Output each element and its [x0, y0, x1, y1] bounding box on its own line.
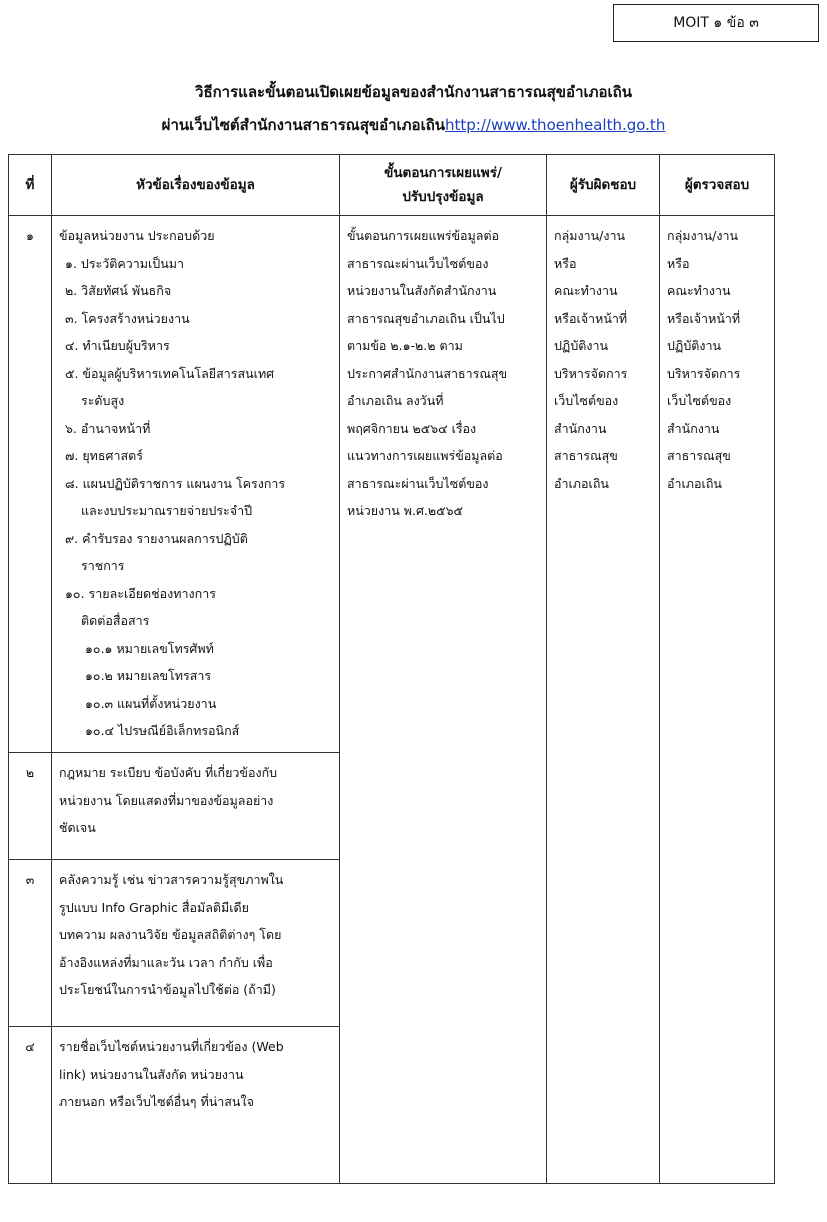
reviewer-line: อำเภอเถิน [667, 475, 722, 491]
row-topic [52, 753, 340, 860]
reviewer-line: บริหารจัดการ [667, 365, 741, 381]
responsible-line: สาธารณสุข [554, 448, 618, 463]
topic-line: บทความ ผลงานวิจัย ข้อมูลสถิติต่างๆ โดย [59, 927, 282, 942]
process-line: ตามข้อ ๒.๑-๒.๒ ตาม [347, 338, 463, 353]
topic-line: ๓. โครงสร้างหน่วยงาน [65, 310, 190, 326]
process-line: สาธารณสุขอำเภอเถิน เป็นไป [347, 310, 505, 326]
topic-line: ๑๐.๔ ไปรษณีย์อิเล็กทรอนิกส์ [85, 723, 240, 738]
topic-line: ๑๐.๒ หมายเลขโทรสาร [85, 668, 212, 683]
document-code-badge: MOIT ๑ ข้อ ๓ [613, 4, 819, 42]
process-line: หน่วยงานในสังกัดสำนักงาน [347, 283, 497, 298]
row-topic [52, 216, 340, 753]
header-process-line: ขั้นตอนการเผยแพร่/ [384, 165, 502, 181]
topic-line: ๕. ข้อมูลผู้บริหารเทคโนโลยีสารสนเทศ [65, 365, 275, 381]
row-number: ๑ [9, 216, 52, 753]
responsible-line: หรือเจ้าหน้าที่ [554, 310, 628, 326]
topic-line: ประโยชน์ในการนำข้อมูลไปใช้ต่อ (ถ้ามี) [59, 982, 276, 997]
responsible-line: คณะทำงาน [554, 283, 618, 298]
topic-line: ๑๐.๓ แผนที่ตั้งหน่วยงาน [85, 695, 217, 711]
header-responsible: ผู้รับผิดชอบ [547, 155, 660, 216]
header-process-line: ปรับปรุงข้อมูล [402, 189, 484, 205]
topic-line: ๑๐. รายละเอียดช่องทางการ [65, 585, 216, 601]
reviewer-line: หรือ [667, 255, 690, 271]
topic-line: รายชื่อเว็บไซต์หน่วยงานที่เกี่ยวข้อง (Web [59, 1039, 284, 1054]
process-line: ขั้นตอนการเผยแพร่ข้อมูลต่อ [347, 228, 500, 243]
reviewer-cell [660, 216, 775, 1184]
row-number: ๒ [9, 753, 52, 860]
process-line: ประกาศสำนักงานสาธารณสุข [347, 365, 508, 381]
row-number: ๔ [9, 1027, 52, 1184]
topic-line: ราชการ [81, 558, 125, 573]
topic-line: ๑๐.๑ หมายเลขโทรศัพท์ [85, 640, 214, 656]
header-no: ที่ [9, 155, 52, 216]
process-line: หน่วยงาน พ.ศ.๒๕๖๕ [347, 503, 463, 518]
topic-line: ๖. อำนาจหน้าที่ [65, 420, 151, 436]
topic-line: กฎหมาย ระเบียบ ข้อบังคับ ที่เกี่ยวข้องกับ [59, 765, 278, 780]
table-header-row [9, 155, 775, 216]
topic-line: link) หน่วยงานในสังกัด หน่วยงาน [59, 1066, 244, 1082]
topic-line: คลังความรู้ เช่น ข่าวสารความรู้สุขภาพใน [59, 872, 284, 887]
reviewer-line: หรือเจ้าหน้าที่ [667, 310, 741, 326]
topic-line: ๙. คำรับรอง รายงานผลการปฏิบัติ [65, 530, 248, 546]
header-reviewer: ผู้ตรวจสอบ [660, 155, 775, 216]
responsible-line: ปฏิบัติงาน [554, 338, 609, 353]
topic-line: ๑. ประวัติความเป็นมา [65, 255, 185, 271]
document-subtitle [0, 113, 827, 137]
reviewer-line: สาธารณสุข [667, 448, 731, 463]
row-number: ๓ [9, 860, 52, 1027]
responsible-cell [547, 216, 660, 1184]
responsible-line: สำนักงาน [554, 420, 607, 436]
row-topic [52, 1027, 340, 1184]
website-link[interactable]: http://www.thoenhealth.go.th [445, 116, 666, 134]
header-process [340, 155, 547, 216]
responsible-line: บริหารจัดการ [554, 365, 628, 381]
process-line: พฤศจิกายน ๒๕๖๔ เรื่อง [347, 420, 477, 436]
reviewer-line: ปฏิบัติงาน [667, 338, 722, 353]
disclosure-table [8, 154, 775, 1184]
topic-line: ๒. วิสัยทัศน์ พันธกิจ [65, 283, 172, 298]
topic-line: ข้อมูลหน่วยงาน ประกอบด้วย [59, 228, 215, 243]
topic-line: ติดต่อสื่อสาร [81, 613, 150, 628]
responsible-line: หรือ [554, 255, 577, 271]
topic-line: ชัดเจน [59, 820, 96, 835]
process-line: อำเภอเถิน ลงวันที่ [347, 393, 444, 408]
responsible-line: อำเภอเถิน [554, 475, 609, 491]
subtitle-text: ผ่านเว็บไซต์สำนักงานสาธารณสุขอำเภอเถิน [161, 116, 446, 134]
table-row [9, 216, 775, 753]
topic-line: อ้างอิงแหล่งที่มาและวัน เวลา กำกับ เพื่อ [59, 954, 273, 970]
topic-line: ๔. ทำเนียบผู้บริหาร [65, 338, 170, 353]
process-cell [340, 216, 547, 1184]
process-line: สาธารณะผ่านเว็บไซต์ของ [347, 475, 489, 491]
topic-line: ๗. ยุทธศาสตร์ [65, 448, 143, 463]
topic-line: หน่วยงาน โดยแสดงที่มาของข้อมูลอย่าง [59, 792, 274, 808]
process-line: แนวทางการเผยแพร่ข้อมูลต่อ [347, 448, 503, 463]
header-topic: หัวข้อเรื่องของข้อมูล [52, 155, 340, 216]
topic-line: ๘. แผนปฏิบัติราชการ แผนงาน โครงการ [65, 475, 286, 491]
document-title: วิธีการและขั้นตอนเปิดเผยข้อมูลของสำนักงานสาธารณสุขอำเภอเถิน [195, 83, 632, 101]
topic-line: ภายนอก หรือเว็บไซต์อื่นๆ ที่น่าสนใจ [59, 1094, 254, 1109]
reviewer-line: สำนักงาน [667, 420, 720, 436]
process-line: สาธารณะผ่านเว็บไซต์ของ [347, 255, 489, 271]
responsible-line: กลุ่มงาน/งาน [554, 228, 626, 243]
row-topic [52, 860, 340, 1027]
reviewer-line: กลุ่มงาน/งาน [667, 228, 739, 243]
reviewer-line: คณะทำงาน [667, 283, 731, 298]
reviewer-line: เว็บไซต์ของ [667, 393, 732, 408]
topic-line: รูปแบบ Info Graphic สื่อมัลติมีเดีย [59, 899, 249, 915]
topic-line: ระดับสูง [81, 393, 125, 408]
responsible-line: เว็บไซต์ของ [554, 393, 619, 408]
topic-line: และงบประมาณรายจ่ายประจำปี [81, 503, 253, 518]
